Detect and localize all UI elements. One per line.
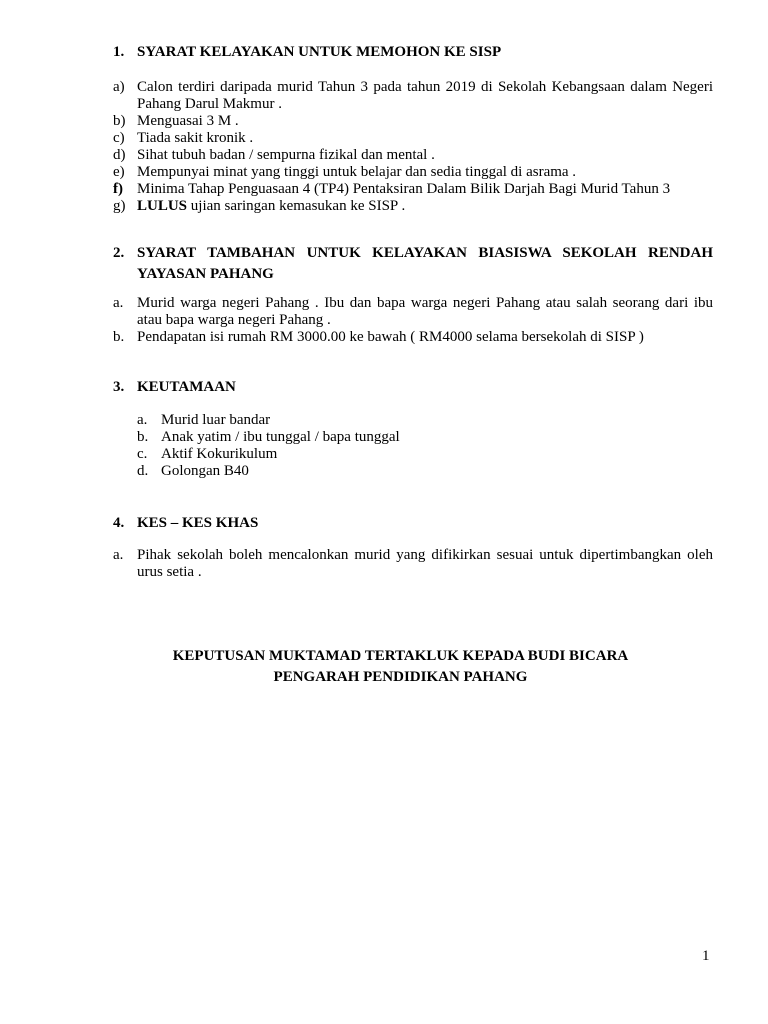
list-item xyxy=(113,295,713,329)
list-item xyxy=(137,463,437,480)
list-item-text: ujian saringan kemasukan ke SISP . xyxy=(187,198,406,214)
list-marker: a) xyxy=(113,79,125,95)
list-item-text: Mempunyai minat yang tinggi untuk belajar dan sedia tinggal di asrama . xyxy=(137,164,577,180)
section-1-number: 1. xyxy=(113,44,125,60)
section-4-heading xyxy=(113,513,713,534)
list-item-text: Minima Tahap Penguasaan 4 (TP4) Pentaksiran Dalam Bilik Darjah Bagi Murid Tahun 3 xyxy=(137,181,671,197)
section-3-heading xyxy=(113,377,713,398)
section-2-title-line1: SYARAT TAMBAHAN UNTUK KELAYAKAN BIASISWA SEKOLAH RENDAH xyxy=(137,245,713,261)
list-item xyxy=(113,130,713,147)
list-marker: a. xyxy=(137,412,148,428)
section-1-list xyxy=(113,79,713,215)
list-item xyxy=(113,547,713,581)
page-number: 1 xyxy=(702,948,710,964)
final-note-line2: PENGARAH PENDIDIKAN PAHANG xyxy=(273,669,528,685)
list-marker: b. xyxy=(137,429,149,445)
section-1-title: SYARAT KELAYAKAN UNTUK MEMOHON KE SISP xyxy=(137,44,502,60)
list-item-text: Sihat tubuh badan / sempurna fizikal dan mental . xyxy=(137,147,435,163)
final-note-line1: KEPUTUSAN MUKTAMAD TERTAKLUK KEPADA BUDI BICARA xyxy=(172,648,629,664)
list-marker: c. xyxy=(137,446,148,462)
list-item-text: Murid warga negeri Pahang . Ibu dan bapa warga negeri Pahang atau salah seorang dari ibu atau bapa warga negeri Pahang . xyxy=(137,295,713,328)
list-marker: b. xyxy=(113,329,125,345)
list-item xyxy=(113,181,713,198)
list-item-text: Golongan B40 xyxy=(161,463,249,479)
section-1-heading xyxy=(113,42,713,63)
list-marker: f) xyxy=(113,181,123,197)
section-2-heading xyxy=(113,243,713,285)
list-marker: a. xyxy=(113,547,124,563)
section-4-number: 4. xyxy=(113,515,125,531)
list-item xyxy=(113,147,713,164)
list-item xyxy=(137,412,437,429)
section-3-title: KEUTAMAAN xyxy=(137,379,236,395)
list-item xyxy=(137,429,437,446)
list-marker: c) xyxy=(113,130,125,146)
list-item-text: Aktif Kokurikulum xyxy=(161,446,278,462)
list-marker: b) xyxy=(113,113,126,129)
list-marker: g) xyxy=(113,198,126,214)
section-2-list xyxy=(113,295,713,346)
list-item-text: Anak yatim / ibu tunggal / bapa tunggal xyxy=(161,429,400,445)
list-item xyxy=(137,446,437,463)
list-marker: a. xyxy=(113,295,124,311)
list-item-text: Calon terdiri daripada murid Tahun 3 pada tahun 2019 di Sekolah Kebangsaan dalam Negeri Pahang Darul Makmur . xyxy=(137,79,713,112)
list-item-text: Pendapatan isi rumah RM 3000.00 ke bawah ( RM4000 selama bersekolah di SISP ) xyxy=(137,329,644,345)
list-item xyxy=(113,198,713,215)
emphasis-text: LULUS xyxy=(137,198,188,214)
list-marker: d. xyxy=(137,463,149,479)
list-item-text: Pihak sekolah boleh mencalonkan murid yang difikirkan sesuai untuk dipertimbangkan oleh urus setia . xyxy=(137,547,713,580)
list-item xyxy=(113,79,713,113)
final-decision-note xyxy=(113,646,688,688)
section-2-number: 2. xyxy=(113,245,125,261)
list-item-text: Tiada sakit kronik . xyxy=(137,130,254,146)
section-4-list xyxy=(113,547,713,581)
list-item xyxy=(113,164,713,181)
section-4-title: KES – KES KHAS xyxy=(137,515,259,531)
list-item-text: Menguasai 3 M . xyxy=(137,113,239,129)
section-3-list xyxy=(137,412,437,480)
list-item-text: Murid luar bandar xyxy=(161,412,271,428)
list-marker: e) xyxy=(113,164,125,180)
list-item xyxy=(113,113,713,130)
list-marker: d) xyxy=(113,147,126,163)
list-item xyxy=(113,329,713,346)
section-3-number: 3. xyxy=(113,379,125,395)
section-2-title-line2: YAYASAN PAHANG xyxy=(137,266,274,282)
